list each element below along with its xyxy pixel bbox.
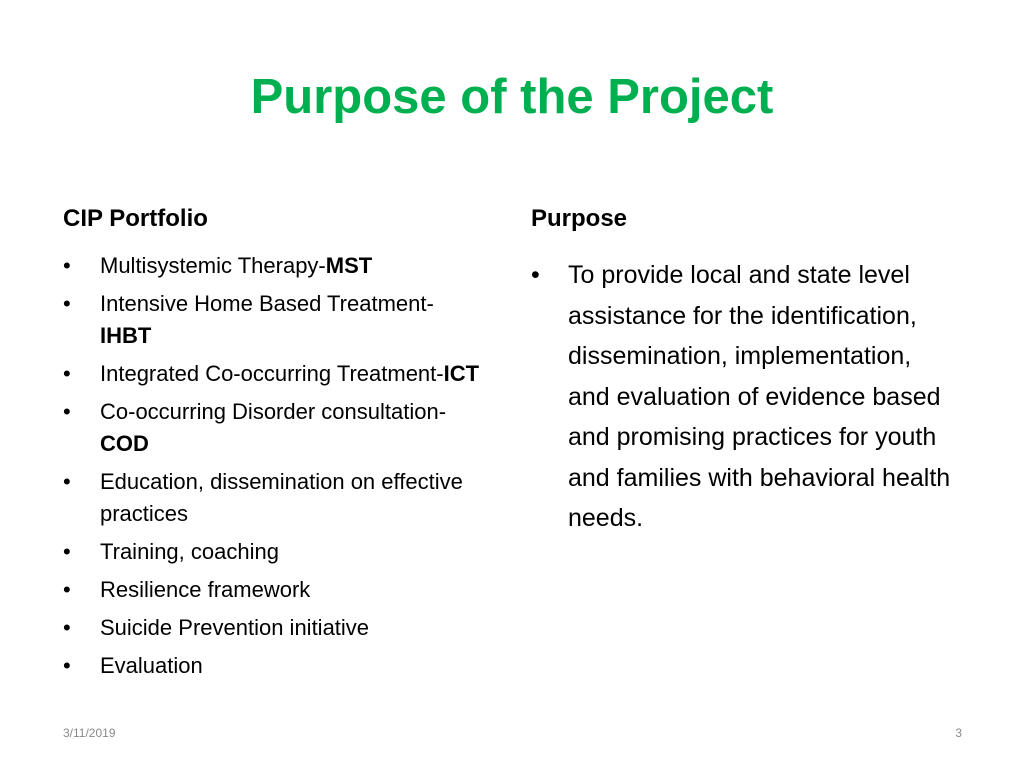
bullet-icon: • [63, 469, 71, 494]
left-bullet-list [63, 250, 483, 688]
bullet-icon: • [63, 577, 71, 602]
list-item-text: Integrated Co-occurring Treatment- [100, 361, 444, 386]
bullet-icon: • [63, 615, 71, 640]
list-item [63, 250, 483, 282]
bullet-icon: • [63, 361, 71, 386]
bullet-icon: • [63, 291, 71, 316]
list-item [63, 288, 483, 352]
slide-number: 3 [955, 726, 962, 740]
list-item [63, 536, 483, 568]
bullet-icon: • [63, 253, 71, 278]
bullet-icon: • [63, 653, 71, 678]
list-item-text: Education, dissemination on effective practices [100, 469, 463, 526]
list-item-abbrev: IHBT [100, 323, 152, 348]
list-item [63, 650, 483, 682]
list-item-text: To provide local and state level assistance for the identification, dissemination, implementation, and evaluation of evidence based and promising practices for youth and families with behavioral health needs. [568, 261, 951, 532]
list-item-text: Multisystemic Therapy- [100, 253, 326, 278]
list-item [63, 574, 483, 606]
list-item [63, 612, 483, 644]
slide-title: Purpose of the Project [250, 70, 774, 124]
right-bullet-list [531, 255, 951, 539]
list-item-text: Resilience framework [100, 577, 311, 602]
right-column-heading: Purpose [531, 205, 628, 232]
bullet-icon: • [63, 399, 71, 424]
list-item-text: Training, coaching [100, 539, 279, 564]
list-item-abbrev: ICT [443, 361, 480, 386]
bullet-icon: • [531, 261, 540, 289]
footer-date: 3/11/2019 [63, 726, 116, 740]
list-item-abbrev: COD [100, 431, 149, 456]
list-item [63, 466, 483, 530]
left-column-heading: CIP Portfolio [63, 205, 208, 232]
bullet-icon: • [63, 539, 71, 564]
list-item [63, 396, 483, 460]
list-item [531, 255, 951, 539]
list-item-text: Co-occurring Disorder consultation- [100, 399, 447, 424]
list-item-text: Suicide Prevention initiative [100, 615, 370, 640]
list-item-text: Evaluation [100, 653, 203, 678]
list-item-text: Intensive Home Based Treatment- [100, 291, 434, 316]
list-item-abbrev: MST [325, 253, 373, 278]
list-item [63, 358, 483, 390]
